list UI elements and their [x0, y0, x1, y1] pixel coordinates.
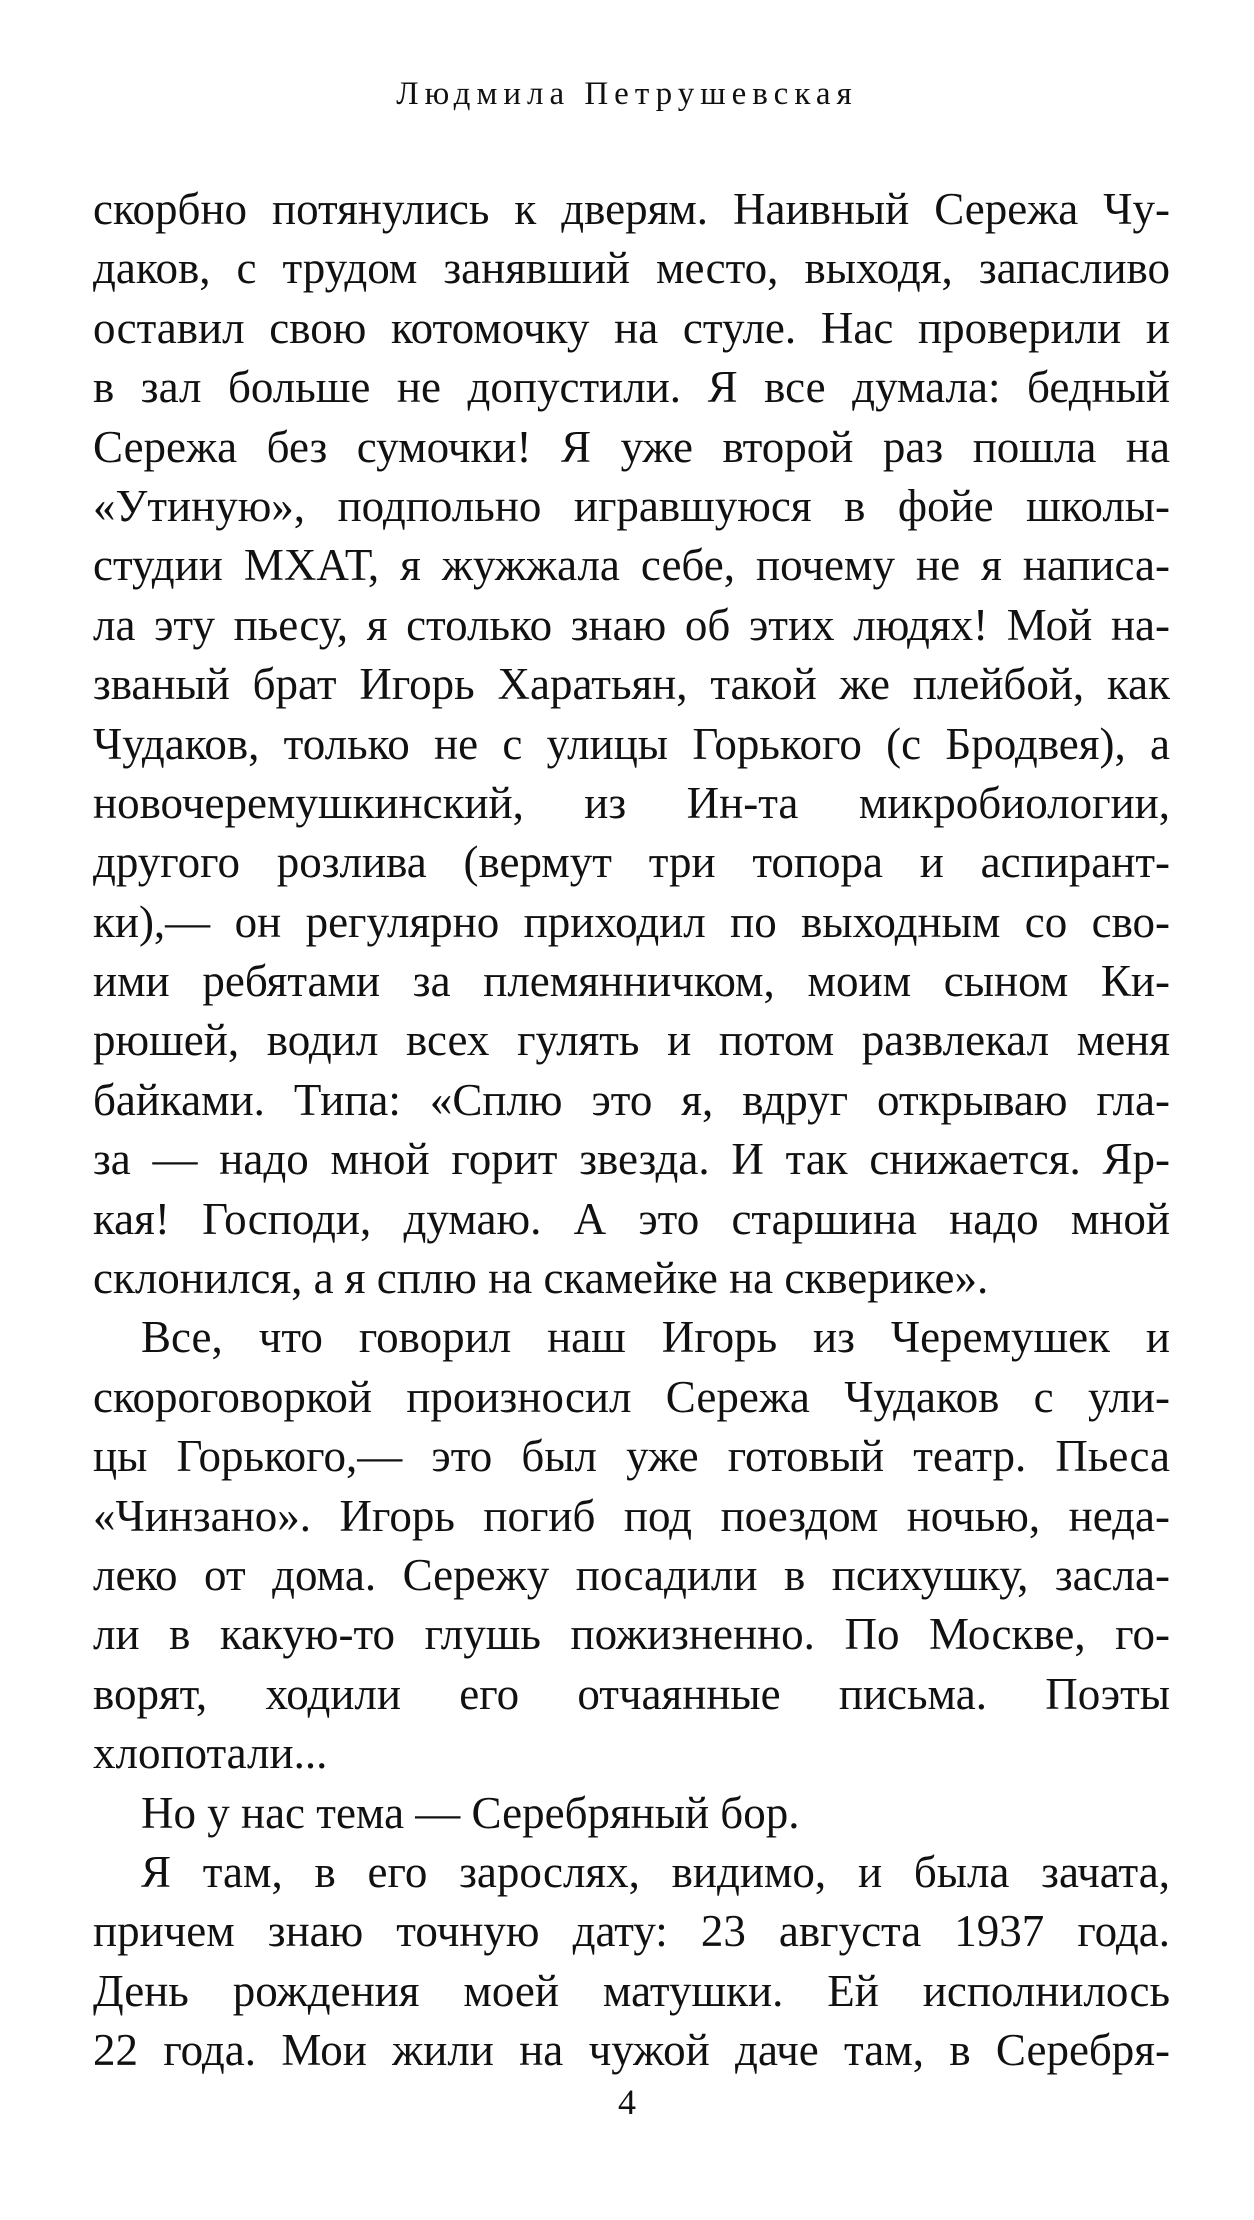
text-line: Все, что говорил наш Игорь из Черемушек и — [141, 1312, 1170, 1363]
paragraph — [93, 1308, 1170, 1783]
text-line: кая! Господи, думаю. А это старшина надо мной — [93, 1193, 1170, 1244]
text-line: леко от дома. Сережу посадили в психушку, засла- — [93, 1549, 1170, 1600]
text-line: ворят, ходили его отчаянные письма. Поэты — [93, 1668, 1170, 1719]
text-line: ки),— он регулярно приходил по выходным со сво- — [93, 896, 1170, 947]
text-line: «Чинзано». Игорь погиб под поездом ночью, неда- — [93, 1490, 1170, 1541]
text-line: хлопотали... — [93, 1728, 328, 1779]
text-line: оставил свою котомочку на стуле. Нас проверили и — [93, 302, 1170, 353]
text-line: скорбно потянулись к дверям. Наивный Сережа Чу- — [93, 184, 1170, 234]
text-line: причем знаю точную дату: 23 августа 1937 года. — [93, 1906, 1170, 1957]
text-line: Чудаков, только не с улицы Горького (с Бродвея), а — [93, 718, 1170, 769]
text-line: рюшей, водил всех гулять и потом развлекал меня — [93, 1015, 1170, 1066]
text-line: День рождения моей матушки. Ей исполнилось — [93, 1965, 1170, 2016]
text-line: званый брат Игорь Харатьян, такой же плейбой, как — [93, 659, 1170, 710]
text-line: 22 года. Мои жили на чужой даче там, в Серебря- — [93, 2025, 1170, 2076]
text-line: цы Горького,— это был уже готовый театр. Пьеса — [93, 1431, 1170, 1482]
body-text — [93, 180, 1170, 2081]
text-line: даков, с трудом занявший место, выходя, запасливо — [93, 243, 1170, 294]
text-line: склонился, а я сплю на скамейке на скверике». — [93, 1253, 989, 1304]
text-line: ла эту пьесу, я столько знаю об этих людях! Мой на- — [93, 599, 1170, 650]
text-line: Но у нас тема — Серебряный бор. — [141, 1787, 800, 1838]
text-line: Сережа без сумочки! Я уже второй раз пошла на — [93, 421, 1170, 472]
text-line: за — надо мной горит звезда. И так снижается. Яр- — [93, 1134, 1170, 1185]
text-line: в зал больше не допустили. Я все думала: бедный — [93, 362, 1170, 413]
text-line: ими ребятами за племянничком, моим сыном Ки- — [93, 956, 1170, 1007]
text-line: Я там, в его зарослях, видимо, и была зачата, — [141, 1846, 1170, 1897]
text-line: ли в какую-то глушь пожизненно. По Москве, го- — [93, 1609, 1170, 1660]
paragraph — [93, 1784, 1170, 1843]
text-line: скороговоркой произносил Сережа Чудаков с ули- — [93, 1371, 1170, 1422]
running-head-author: Людмила Петрушевская — [396, 76, 858, 112]
text-line: другого розлива (вермут три топора и аспирант- — [93, 837, 1170, 888]
text-line: байками. Типа: «Сплю это я, вдруг открываю гла- — [93, 1074, 1170, 1125]
text-line: студии МХАТ, я жужжала себе, почему не я написа- — [93, 540, 1170, 591]
paragraph — [93, 1843, 1170, 2081]
text-line: «Утиную», подпольно игравшуюся в фойе школы- — [93, 480, 1170, 531]
page-number: 4 — [618, 2082, 636, 2122]
paragraph — [93, 180, 1170, 1308]
text-line: новочеремушкинский, из Ин-та микробиологии, — [93, 777, 1170, 828]
